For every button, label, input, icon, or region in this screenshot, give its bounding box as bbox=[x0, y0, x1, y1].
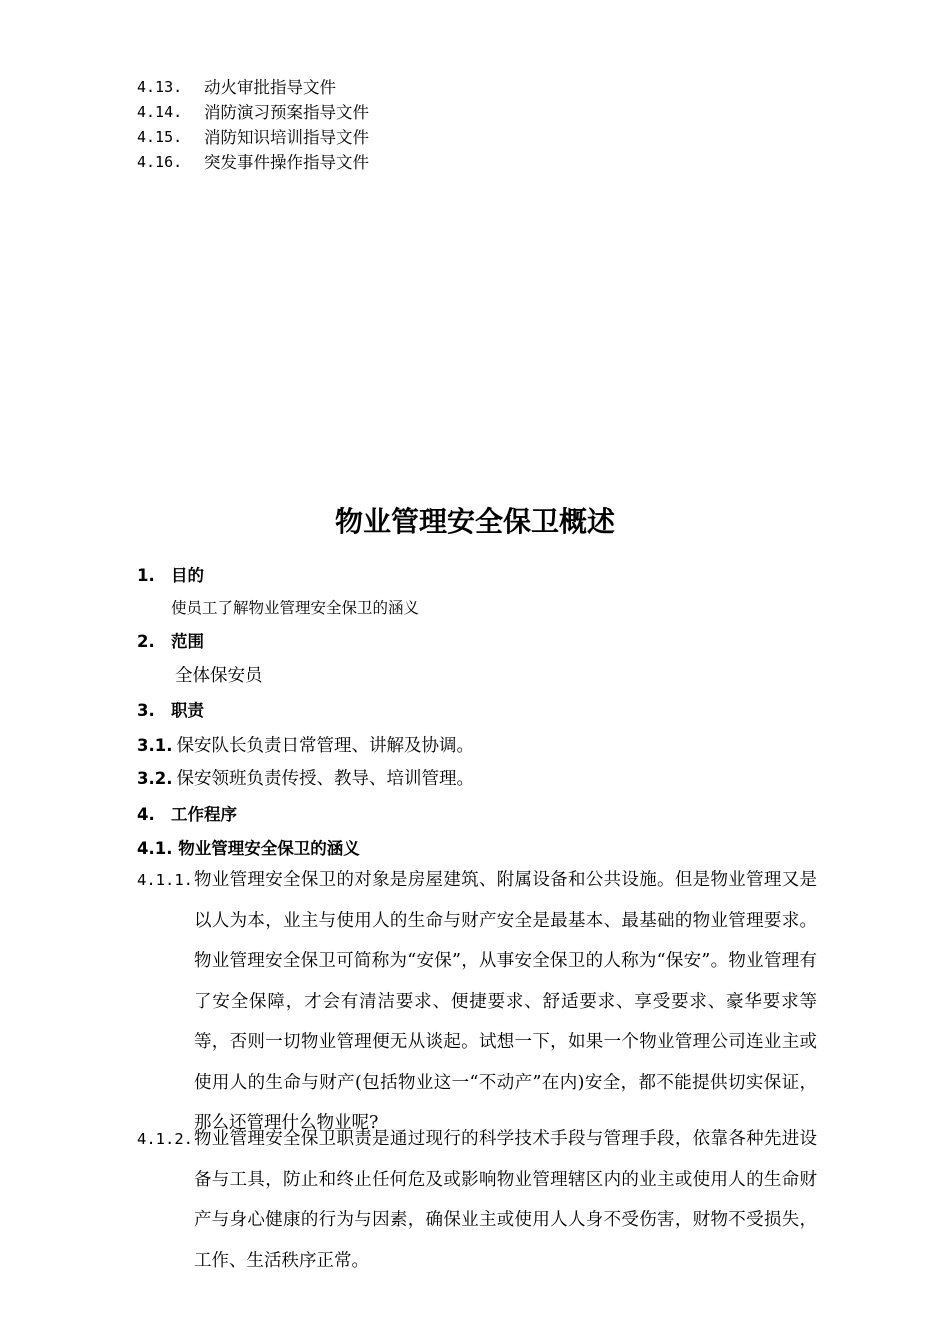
toc-list bbox=[137, 75, 369, 175]
subsection-number: 4.1. bbox=[137, 839, 173, 858]
scope-content: 全体保安员 bbox=[175, 666, 263, 686]
section-label: 目的 bbox=[171, 566, 204, 585]
paragraph-4-1-1 bbox=[137, 860, 817, 1144]
section-number: 3. bbox=[137, 701, 155, 720]
toc-item bbox=[137, 75, 369, 100]
paragraph-number: 4.1.1. bbox=[137, 871, 193, 889]
toc-item bbox=[137, 150, 369, 175]
paragraph-text: 物业管理安全保卫的对象是房屋建筑、附属设备和公共设施。但是物业管理又是以人为本，业主与使用人的生命与财产安全是最基本、最基础的物业管理要求。物业管理安全保卫可简称为“安保”，从事安全保卫的人称为“保安”。物业管理有了安全保障，才会有清洁要求、便捷要求、舒适要求、享受要求、豪华要求等等，否则一切物业管理便无从谈起。试想一下，如果一个物业管理公司连业主或使用人的生命与财产(包括物业这一“不动产”在内)安全，都不能提供切实保证，那么还管理什么物业呢? bbox=[194, 870, 817, 1133]
section-heading-purpose bbox=[137, 562, 204, 586]
duty-item-foreman bbox=[137, 765, 474, 790]
paragraph-number: 4.1.2. bbox=[137, 1130, 193, 1148]
toc-item bbox=[137, 100, 369, 125]
toc-item bbox=[137, 125, 369, 150]
duty-item-captain bbox=[137, 732, 474, 757]
section-label: 范围 bbox=[171, 632, 204, 651]
subsection-heading-meaning bbox=[137, 835, 360, 859]
section-heading-scope bbox=[137, 628, 204, 652]
section-number: 2. bbox=[137, 632, 155, 651]
subsection-label: 物业管理安全保卫的涵义 bbox=[178, 839, 360, 858]
paragraph-4-1-2 bbox=[137, 1119, 817, 1281]
toc-item-number: 4.13. bbox=[137, 78, 183, 96]
item-text: 保安队长负责日常管理、讲解及协调。 bbox=[176, 736, 474, 756]
toc-item-text: 消防知识培训指导文件 bbox=[204, 128, 369, 147]
toc-item-number: 4.14. bbox=[137, 103, 183, 121]
section-number: 1. bbox=[137, 566, 155, 585]
section-number: 4. bbox=[137, 805, 155, 824]
toc-item-number: 4.16. bbox=[137, 153, 183, 171]
item-number: 3.1. bbox=[137, 736, 173, 755]
toc-item-text: 消防演习预案指导文件 bbox=[204, 103, 369, 122]
toc-item-number: 4.15. bbox=[137, 128, 183, 146]
section-label: 工作程序 bbox=[171, 805, 237, 824]
toc-item-text: 突发事件操作指导文件 bbox=[204, 153, 369, 172]
section-heading-duties bbox=[137, 697, 204, 721]
section-heading-procedure bbox=[137, 801, 237, 825]
paragraph-text: 物业管理安全保卫职责是通过现行的科学技术手段与管理手段，依靠各种先进设备与工具，防止和终止任何危及或影响物业管理辖区内的业主或使用人的生命财产与身心健康的行为与因素，确保业主或使用人人身不受伤害，财物不受损失，工作、生活秩序正常。 bbox=[194, 1129, 817, 1271]
item-text: 保安领班负责传授、教导、培训管理。 bbox=[176, 769, 474, 789]
page-title: 物业管理安全保卫概述 bbox=[334, 505, 615, 538]
item-number: 3.2. bbox=[137, 769, 173, 788]
section-label: 职责 bbox=[171, 701, 204, 720]
purpose-content: 使员工了解物业管理安全保卫的涵义 bbox=[171, 599, 420, 617]
toc-item-text: 动火审批指导文件 bbox=[204, 78, 336, 97]
